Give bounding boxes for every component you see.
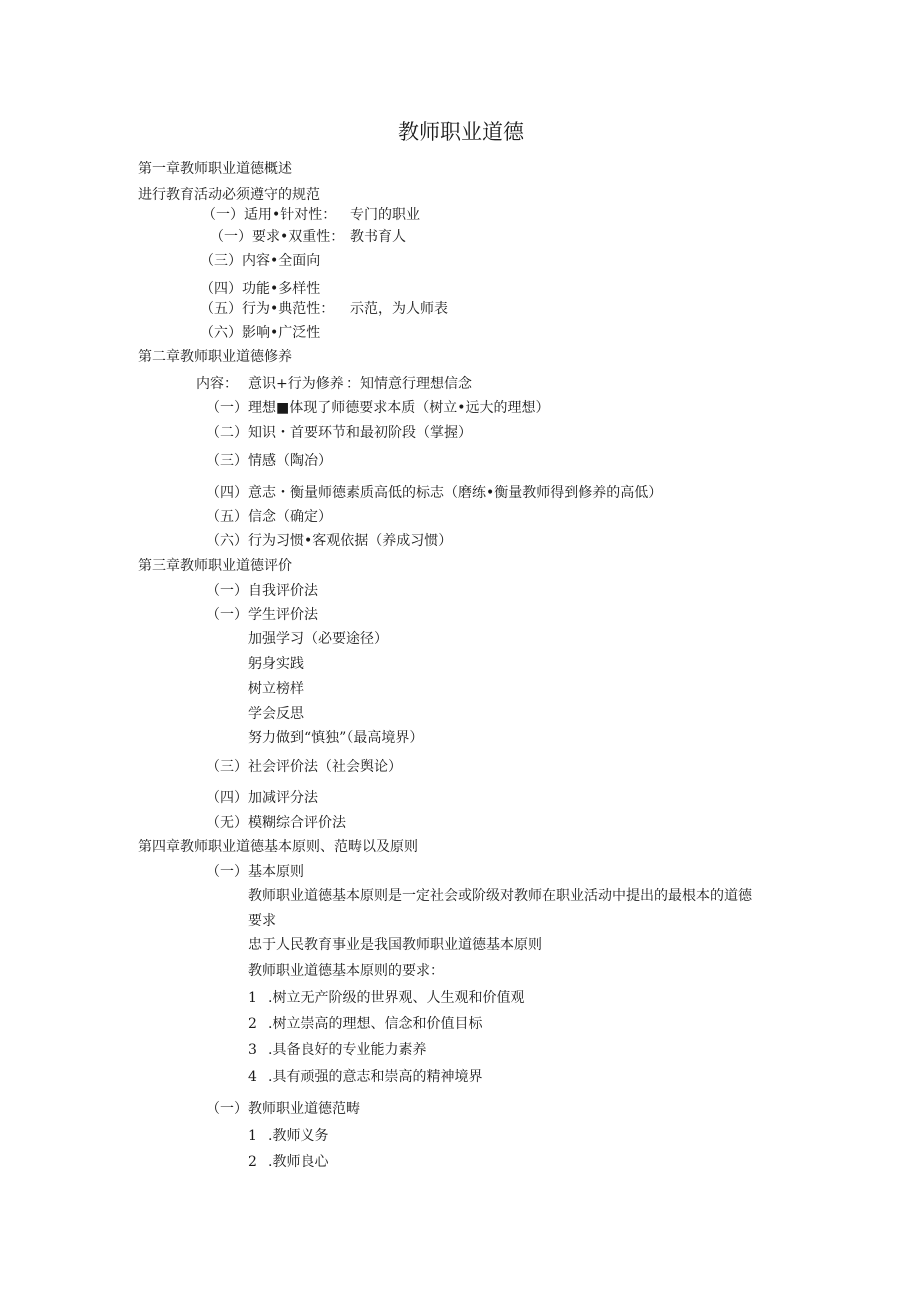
ch3-item: （三）社会评价法（社会舆论） [206, 759, 402, 775]
ch2-content-text: 意识+行为修养 [248, 376, 344, 392]
ch2-item: （六）行为习惯•客观依据（养成习惯） [206, 533, 453, 549]
ch1-item-label: （六）影响•广泛性 [200, 325, 321, 341]
requirement-text: .具有顽强的意志和崇高的精神境界 [268, 1069, 483, 1085]
requirement-number: 1 [248, 990, 257, 1006]
chapter-2-heading: 第二章教师职业道德修养 [138, 349, 292, 365]
category-number: 2 [248, 1154, 257, 1170]
ch1-item-label: （四）功能•多样性 [200, 281, 321, 297]
ch1-item-note: 教书育人 [350, 229, 406, 245]
category-text: .教师义务 [268, 1128, 329, 1144]
ch3-sub-item: 躬身实践 [248, 656, 304, 672]
category-text: .教师良心 [268, 1154, 329, 1170]
ch3-item: （无）模糊综合评价法 [206, 815, 346, 831]
ch4-paragraph: 教师职业道德基本原则的要求： [248, 963, 444, 979]
ch4-section-heading: （一）基本原则 [206, 864, 304, 880]
chapter-1-intro: 进行教育活动必须遵守的规范 [138, 187, 320, 203]
ch1-item-label: （五）行为•典范性： [200, 301, 335, 317]
ch3-item: （四）加减评分法 [206, 790, 318, 806]
ch2-item: （三）情感（陶冶） [206, 453, 332, 469]
ch3-sub-item: 努力做到“慎独”（最高境界） [248, 730, 424, 746]
ch2-item: （一）理想■体现了师德要求本质（树立•远大的理想） [206, 400, 550, 416]
ch2-item: （二）知识・首要环节和最初阶段（掌握） [206, 425, 472, 441]
chapter-3-heading: 第三章教师职业道德评价 [138, 558, 292, 574]
ch2-item: （四）意志・衡量师德素质高低的标志（磨练•衡量教师得到修养的高低） [206, 485, 663, 501]
ch2-item: （五）信念（确定） [206, 509, 332, 525]
ch3-item: （一）自我评价法 [206, 583, 318, 599]
ch3-sub-item: 树立榜样 [248, 681, 304, 697]
ch4-section-heading: （一）教师职业道德范畴 [206, 1101, 360, 1117]
ch2-content-label: 内容： [196, 376, 238, 392]
requirement-text: .树立无产阶级的世界观、人生观和价值观 [268, 990, 525, 1006]
ch2-content-note: ：知情意行理想信念 [346, 376, 472, 392]
requirement-number: 4 [248, 1069, 257, 1085]
requirement-number: 2 [248, 1016, 257, 1032]
requirement-text: .树立崇高的理想、信念和价值目标 [268, 1016, 483, 1032]
ch1-item-label: （三）内容•全面向 [200, 253, 321, 269]
ch4-paragraph: 教师职业道德基本原则是一定社会或阶级对教师在职业活动中提出的最根本的道德 [248, 888, 752, 904]
chapter-1-heading: 第一章教师职业道德概述 [138, 161, 292, 177]
category-number: 1 [248, 1128, 257, 1144]
ch3-sub-item: 加强学习（必要途径） [248, 631, 388, 647]
requirement-number: 3 [248, 1042, 257, 1058]
ch1-item-note: 示范，为人师表 [350, 301, 448, 317]
document-title: 教师职业道德 [398, 120, 524, 144]
ch1-item-label: （一）适用•针对性： [202, 207, 337, 223]
ch1-item-note: 专门的职业 [350, 207, 420, 223]
requirement-text: .具备良好的专业能力素养 [268, 1042, 427, 1058]
chapter-4-heading: 第四章教师职业道德基本原则、范畴以及原则 [138, 839, 418, 855]
ch4-paragraph: 忠于人民教育事业是我国教师职业道德基本原则 [248, 937, 542, 953]
ch3-sub-item: 学会反思 [248, 706, 304, 722]
ch4-paragraph: 要求 [248, 913, 276, 929]
ch1-item-label: （一）要求•双重性： [210, 229, 345, 245]
ch3-item: （一）学生评价法 [206, 607, 318, 623]
